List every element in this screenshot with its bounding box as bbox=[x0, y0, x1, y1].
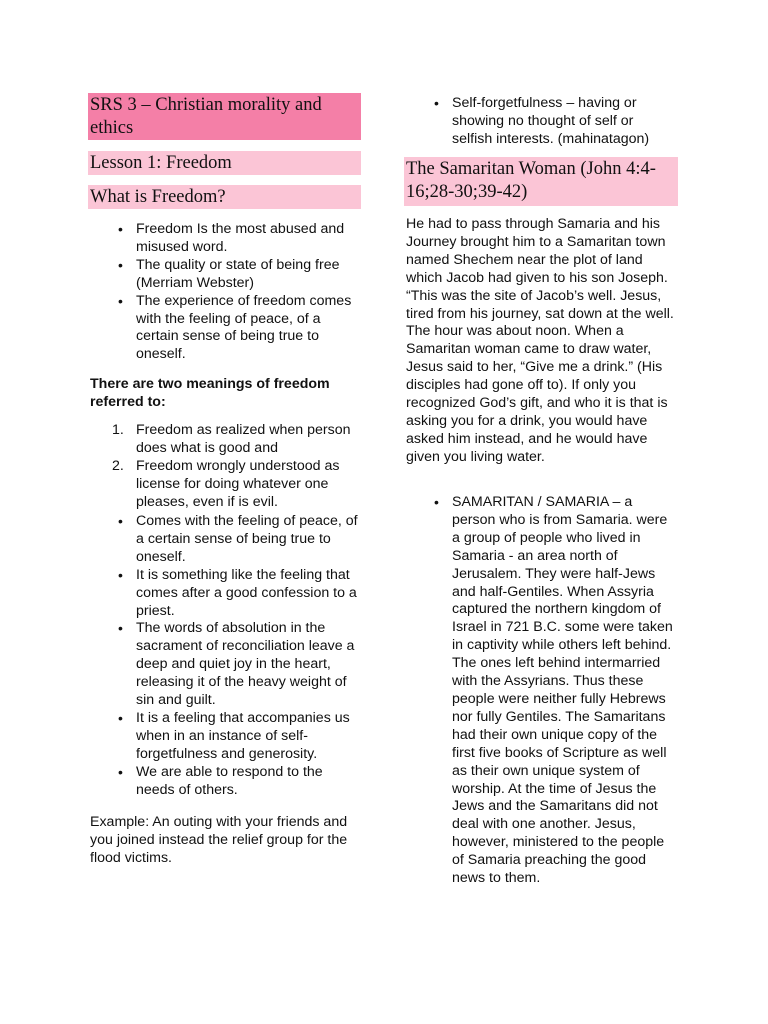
samaria-definition-list bbox=[452, 494, 678, 888]
list-item: • It is a feeling that accompanies us when in an instance of self-forgetfulness and generosity. bbox=[136, 710, 364, 764]
list-item: • It is something like the feeling that comes after a good confession to a priest. bbox=[136, 567, 364, 621]
list-item: • We are able to respond to the needs of others. bbox=[136, 764, 364, 800]
list-item: • Self-forgetfulness – having or showing no thought of self or selfish interests. (mahinatagon) bbox=[452, 95, 676, 149]
document-title-text: SRS 3 – Christian morality and ethics bbox=[90, 95, 322, 138]
samaritan-paragraph: He had to pass through Samaria and his Journey brought him to a Samaritan town named Shechem near the plot of land which Jacob had given to his son Joseph. “This was the site of Jacob’s well. Jesus, tired from his journey, sat down at the well. The hour was about noon. When a Samaritan woman came to draw water, Jesus said to her, “Give me a drink.” (His disciples had gone off to). If only you recognized God’s gift, and who it is that is asking you for a drink, you would have asked him instead, and he would have given you living water. bbox=[406, 216, 674, 465]
list-item: • The quality or state of being free (Merriam Webster) bbox=[136, 257, 364, 293]
samaritan-woman-heading-text: The Samaritan Woman (John 4:4-16;28-30;39-42) bbox=[406, 159, 656, 202]
meanings-numbered-list bbox=[112, 422, 364, 512]
list-item bbox=[112, 422, 364, 458]
list-item bbox=[112, 457, 364, 512]
example-paragraph: Example: An outing with your friends and you joined instead the relief group for the flood victims. bbox=[90, 814, 348, 866]
list-item-text: Freedom wrongly understood as license for doing whatever one pleases, even if is evil. bbox=[136, 457, 340, 510]
lesson-heading bbox=[88, 151, 361, 175]
list-item: • SAMARITAN / SAMARIA – a person who is from Samaria. were a group of people who lived in Samaria - an area north of Jerusalem. They were half-Jews and half-Gentiles. When Assyria captured the northern kingdom of Israel in 721 B.C. some were taken in captivity while others left behind. The ones left behind intermarried with the Assyrians. Thus these people were neither fully Hebrews nor fully Gentiles. The Samaritans had their own unique copy of the first five books of Scripture as well as their own unique system of worship. At the time of Jesus the Jews and the Samaritans did not deal with one another. Jesus, however, ministered to the people of Samaria preaching the good news to them. bbox=[452, 494, 678, 888]
lesson-heading-text: Lesson 1: Freedom bbox=[90, 153, 232, 173]
list-number: 2. bbox=[112, 457, 124, 474]
list-item: • The experience of freedom comes with the feeling of peace, of a certain sense of being true to oneself. bbox=[136, 293, 364, 365]
list-number: 1. bbox=[112, 422, 124, 438]
question-heading bbox=[88, 185, 361, 209]
question-heading-text: What is Freedom? bbox=[90, 187, 226, 207]
freedom-feelings-list bbox=[136, 513, 364, 800]
samaritan-woman-heading bbox=[404, 157, 678, 206]
freedom-bullet-list bbox=[136, 221, 364, 364]
list-item: • Comes with the feeling of peace, of a certain sense of being true to oneself. bbox=[136, 513, 364, 567]
list-item: • Freedom Is the most abused and misused word. bbox=[136, 221, 364, 257]
list-item-text: Freedom as realized when person does what is good and bbox=[136, 422, 351, 456]
list-item: • The words of absolution in the sacrament of reconciliation leave a deep and quiet joy in the heart, releasing it of the heavy weight of sin and guilt. bbox=[136, 620, 364, 710]
self-forgetfulness-list bbox=[452, 95, 676, 149]
meanings-heading: There are two meanings of freedom referred to: bbox=[90, 376, 330, 410]
document-title bbox=[88, 93, 361, 140]
